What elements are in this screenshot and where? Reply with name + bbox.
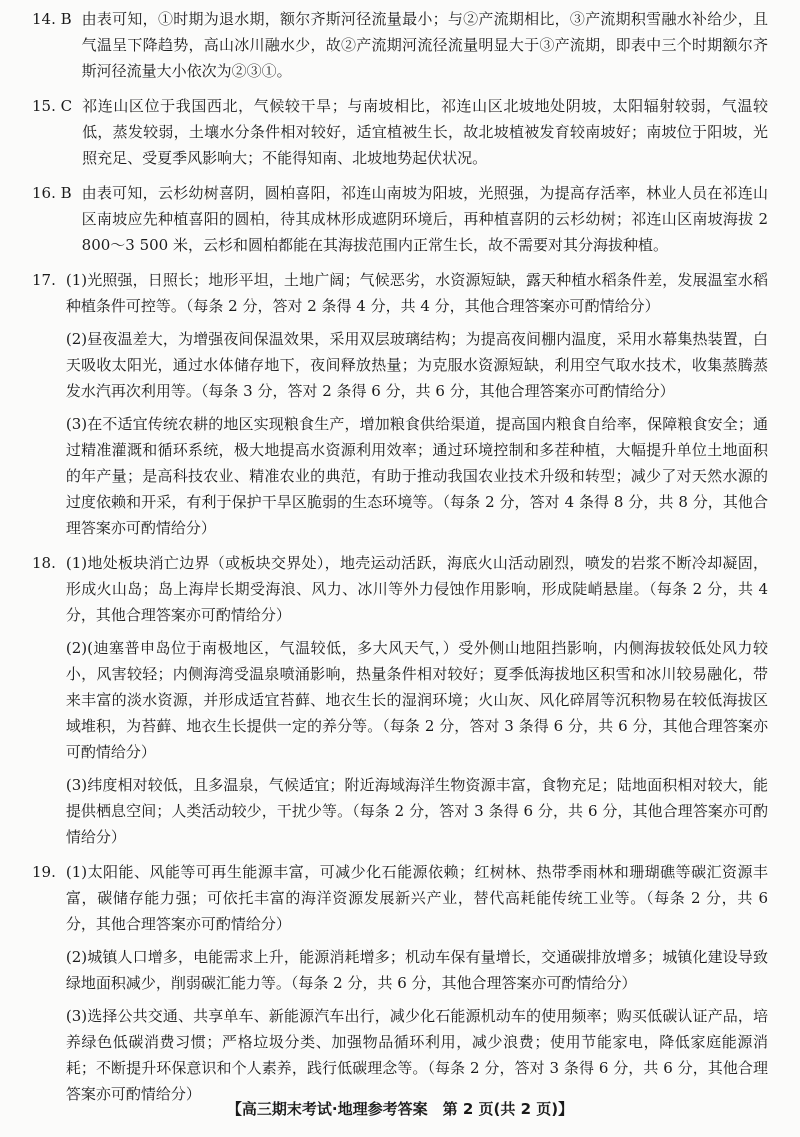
answer-part-1: (1)太阳能、风能等可再生能源丰富，可减少化石能源依赖；红树林、热带季雨林和珊瑚礁等碳汇资源丰富，碳储存能力强；可依托丰富的海洋资源发展新兴产业，替代高耗能传统工业等。（每条 2 分，共 6 分，其他合理答案亦可酌情给分） — [65, 863, 768, 933]
answer-text: 由表可知，云杉幼树喜阴，圆柏喜阳，祁连山南坡为阳坡，光照强，为提高存活率，林业人员在祁连山区南坡应先种植喜阳的圆柏，待其成林形成遮阴环境后，再种植喜阴的云杉幼树；祁连山区南坡海拔 2 800～3 500 米，云杉和圆柏都能在其海拔范围内正常生长，故不需要对其分海拔种植。 — [81, 184, 768, 254]
answer-part-2: (2)城镇人口增多，电能需求上升，能源消耗增多；机动车保有量增长，交通碳排放增多；城镇化建设导致绿地面积减少，削弱碳汇能力等。（每条 2 分，共 6 分，其他合理答案亦可酌情给分） — [65, 948, 768, 992]
question-number: 14. B — [32, 10, 72, 28]
answer-part-3: (3)在不适宜传统农耕的地区实现粮食生产，增加粮食供给渠道，提高国内粮食自给率，保障粮食安全；通过精准灌溉和循环系统，极大地提高水资源利用效率；通过环境控制和多茬种植，大幅提升单位土地面积的年产量；是高科技农业、精准农业的典范，有助于推动我国农业技术升级和转型；减少了对天然水源的过度依赖和开采，有利于保护干旱区脆弱的生态环境等。（每条 2 分，答对 4 条得 8 分，共 8 分，其他合理答案亦可酌情给分） — [65, 415, 768, 537]
answer-14 — [32, 6, 768, 84]
answer-part-1: (1)地处板块消亡边界（或板块交界处），地壳运动活跃，海底火山活动剧烈，喷发的岩浆不断冷却凝固，形成火山岛；岛上海岸长期受海浪、风力、冰川等外力侵蚀作用影响，形成陡峭悬崖。（每条 2 分，共 4 分，其他合理答案亦可酌情给分） — [65, 554, 768, 624]
question-number: 17. — [32, 271, 56, 289]
answer-19 — [32, 859, 768, 1107]
question-number: 15. C — [32, 97, 73, 115]
answer-18 — [32, 550, 768, 850]
answer-part-1: (1)光照强，日照长；地形平坦，土地广阔；气候恶劣，水资源短缺，露天种植水稻条件差，发展温室水稻种植条件可控等。（每条 2 分，答对 2 条得 4 分，共 4 分，其他合理答案亦可酌情给分） — [65, 271, 768, 315]
answer-part-3: (3)选择公共交通、共享单车、新能源汽车出行，减少化石能源机动车的使用频率；购买低碳认证产品，培养绿色低碳消费习惯；严格垃圾分类、加强物品循环利用，减少浪费；使用节能家电，降低家庭能源消耗；不断提升环保意识和个人素养，践行低碳理念等。（每条 2 分，答对 3 条得 6 分，共 6 分，其他合理答案亦可酌情给分） — [65, 1007, 768, 1103]
answer-16 — [32, 180, 768, 258]
question-number: 19. — [32, 863, 56, 881]
answer-part-3: (3)纬度相对较低，且多温泉，气候适宜；附近海域海洋生物资源丰富，食物充足；陆地面积相对较大，能提供栖息空间；人类活动较少，干扰少等。（每条 2 分，答对 3 条得 6 分，共 6 分，其他合理答案亦可酌情给分） — [65, 776, 768, 846]
question-number: 16. B — [32, 184, 72, 202]
question-number: 18. — [32, 554, 56, 572]
answer-part-2: (2)昼夜温差大，为增强夜间保温效果，采用双层玻璃结构；为提高夜间棚内温度，采用水幕集热装置，白天吸收太阳光，通过水体储存地下，夜间释放热量；为克服水资源短缺，利用空气取水技术，收集蒸腾蒸发水汽再次利用等。（每条 3 分，答对 2 条得 6 分，共 6 分，其他合理答案亦可酌情给分） — [65, 330, 768, 400]
answer-17 — [32, 267, 768, 541]
answer-part-2: (2)(迪塞普申岛位于南极地区，气温较低，多大风天气，）受外侧山地阻挡影响，内侧海拔较低处风力较小，风害较轻；内侧海湾受温泉喷涌影响，热量条件相对较好；夏季低海拔地区积雪和冰川较易融化，带来丰富的淡水资源，并形成适宜苔藓、地衣生长的湿润环境；火山灰、风化碎屑等沉积物易在较低海拔区域堆积，为苔藓、地衣生长提供一定的养分等。（每条 2 分，答对 3 条得 6 分，共 6 分，其他合理答案亦可酌情给分） — [65, 639, 768, 761]
answer-text: 由表可知，①时期为退水期，额尔齐斯河径流量最小；与②产流期相比，③产流期积雪融水补给少，且气温呈下降趋势，高山冰川融水少，故②产流期河流径流量明显大于③产流期，即表中三个时期额尔齐斯河径流量大小依次为②③①。 — [81, 10, 768, 80]
answer-15 — [32, 93, 768, 171]
answer-text: 祁连山区位于我国西北，气候较干旱；与南坡相比，祁连山区北坡地处阴坡，太阳辐射较弱，气温较低，蒸发较弱，土壤水分条件相对较好，适宜植被生长，故北坡植被发育较南坡好；南坡位于阳坡，光照充足、受夏季风影响大；不能得知南、北坡地势起伏状况。 — [82, 97, 768, 167]
page-footer: 【高三期末考试·地理参考答案 第 2 页(共 2 页)】 — [226, 1100, 574, 1118]
